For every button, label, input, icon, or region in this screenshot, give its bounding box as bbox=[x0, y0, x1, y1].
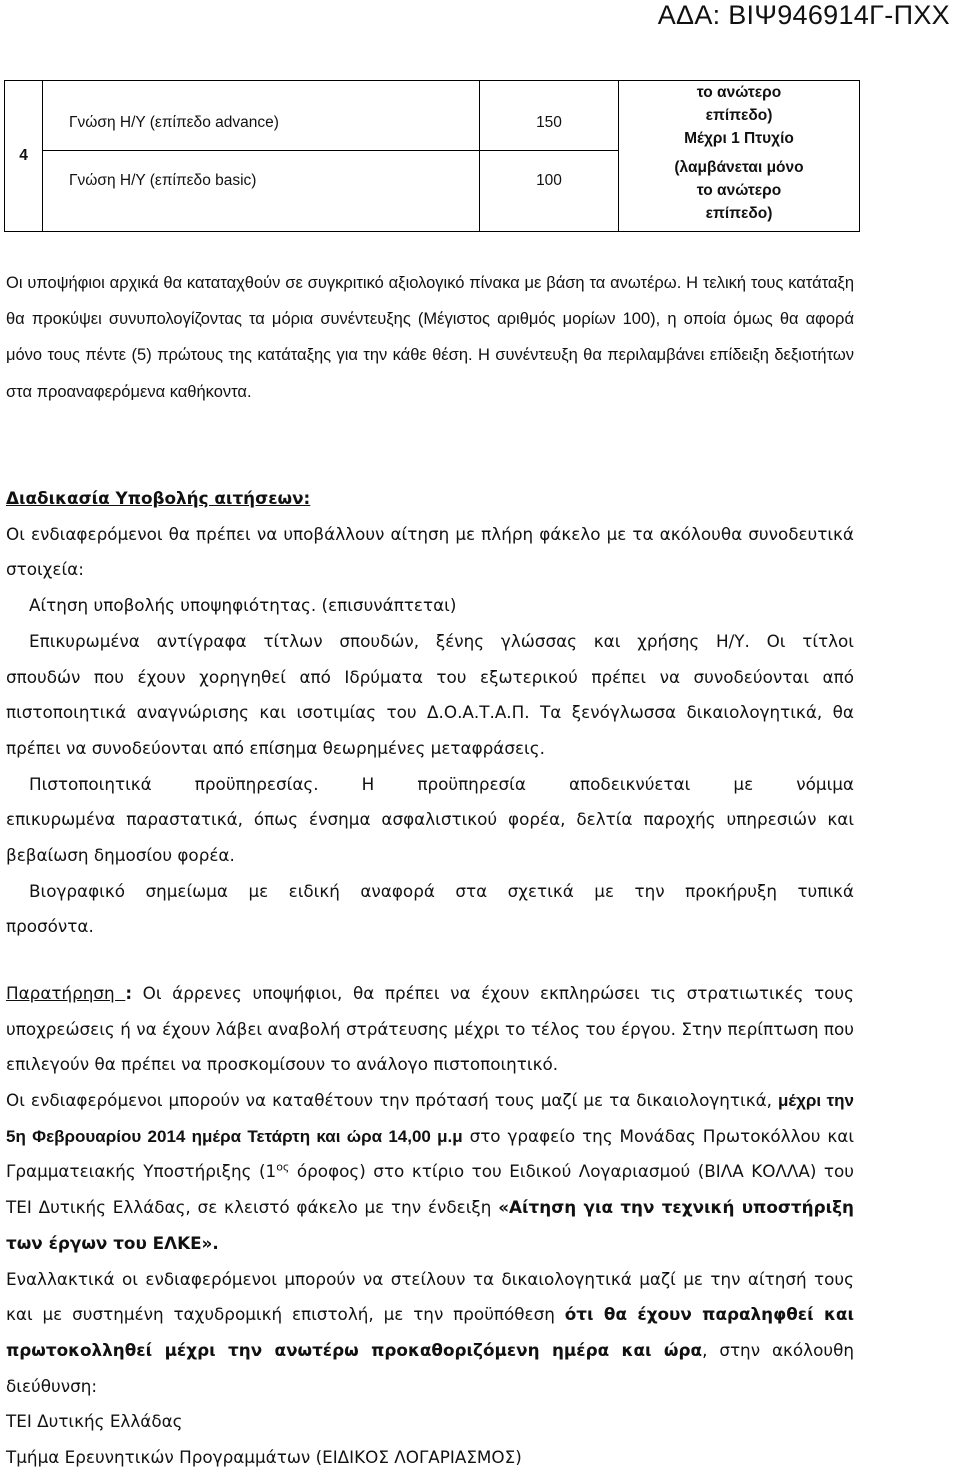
address-line: ΤΕΙ Δυτικής Ελλάδας bbox=[6, 1411, 183, 1432]
floor-superscript: ος bbox=[276, 1160, 290, 1174]
score-label: Γνώση Η/Υ (επίπεδο advance) bbox=[43, 81, 480, 151]
alternative-condition: ότι θα έχουν παραληφθεί και πρωτοκολληθεί μέχρι την ανωτέρω προκαθοριζόμενη ημέρα και ώρα bbox=[6, 1304, 854, 1360]
score-label: Γνώση Η/Υ (επίπεδο basic) bbox=[43, 150, 480, 231]
document-item-continuation: προσόντα. bbox=[6, 916, 94, 937]
document-item-continuation: επικυρωμένα παραστατικά, όπως ένσημα ασφαλιστικού φορέα, δελτία παροχής υπηρεσιών και βεβαίωση δημοσίου φορέα. bbox=[6, 809, 854, 866]
score-note-bottom: (λαμβάνεται μόνο το ανώτερο επίπεδο) bbox=[619, 150, 860, 231]
procedure-section bbox=[6, 481, 854, 945]
document-item: Πιστοποιητικά προϋπηρεσίας. Η προϋπηρεσία αποδεικνύεται με νόμιμα bbox=[29, 773, 854, 794]
score-note-top: το ανώτερο επίπεδο) Μέχρι 1 Πτυχίο bbox=[619, 81, 860, 151]
address-line: Τμήμα Ερευνητικών Προγραμμάτων (ΕΙΔΙΚΟΣ ΛΟΓΑΡΙΑΣΜΟΣ) bbox=[6, 1447, 522, 1468]
note-text: Οι άρρενες υποψήφιοι, θα πρέπει να έχουν εκπληρώσει τις στρατιωτικές τους υποχρεώσεις ή να έχουν λάβει αναβολή στράτευσης μέχρι το τέλος του έργου. Στην περίπτωση που επιλεγούν θα πρέπει να προσκομίσουν το ανάλογο πιστοποιητικό. bbox=[6, 983, 854, 1075]
procedure-intro: Οι ενδιαφερόμενοι θα πρέπει να υποβάλλουν αίτηση με πλήρη φάκελο με τα ακόλουθα συνοδευτικά στοιχεία: bbox=[6, 523, 854, 580]
document-item: Επικυρωμένα αντίγραφα τίτλων σπουδών, ξένης γλώσσας και χρήσης Η/Υ. Οι τίτλοι bbox=[29, 630, 854, 651]
submission-paragraph: Οι ενδιαφερόμενοι μπορούν να καταθέτουν την πρότασή τους μαζί με τα δικαιολογητικά, μέχρι την 5η Φεβρουαρίου 2014 ημέρα Τετάρτη και ώρα 14,00 μ.μ στο γραφείο της Μονάδας Πρωτοκόλλου και Γραμματειακής Υποστήριξης ($1^{o\varsigma}$ όροφος) στο κτίριο του Ειδικού Λογαριασμού (ΒΙΛΑ ΚΟΛΛΑ) του ΤΕΙ Δυτικής Ελλάδας, σε κλειστό φάκελο με την ένδειξη «Αίτηση για την τεχνική υποστήριξη των έργων του ΕΛΚΕ». bbox=[6, 1090, 854, 1253]
score-points: 150 bbox=[480, 81, 619, 151]
scores-table bbox=[4, 80, 860, 232]
envelope-label: «Αίτηση για την τεχνική υποστήριξη των έργων του ΕΛΚΕ». bbox=[6, 1197, 854, 1253]
document-item: Βιογραφικό σημείωμα με ειδική αναφορά στα σχετικά με την προκήρυξη τυπικά bbox=[29, 880, 854, 901]
note-label: Παρατήρηση bbox=[6, 983, 126, 1003]
deadline: μέχρι την 5η Φεβρουαρίου 2014 ημέρα Τετάρτη και ώρα 14,00 μ.μ bbox=[6, 1091, 854, 1146]
alternative-paragraph: Εναλλακτικά οι ενδιαφερόμενοι μπορούν να στείλουν τα δικαιολογητικά μαζί με την αίτησή τους και με συστημένη ταχυδρομική επιστολή, με την προϋπόθεση ότι θα έχουν παραληφθεί και πρωτοκολληθεί μέχρι την ανωτέρω προκαθοριζόμενη ημέρα και ώρα, στην ακόλουθη διεύθυνση: bbox=[6, 1268, 854, 1396]
row-number: 4 bbox=[5, 81, 43, 232]
document-item: Αίτηση υποβολής υποψηφιότητας. (επισυνάπτεται) bbox=[29, 595, 457, 616]
note-section bbox=[6, 976, 854, 1083]
document-item-continuation: σπουδών που έχουν χορηγηθεί από Ιδρύματα του εξωτερικού πρέπει να συνοδεύονται από πιστοποιητικά αναγνώρισης και ισοτιμίας του Δ.Ο.Α.Τ.Α.Π. Τα ξενόγλωσσα δικαιολογητικά, θα πρέπει να συνοδεύονται από επίσημα θεωρημένες μεταφράσεις. bbox=[6, 666, 854, 758]
note-colon: : bbox=[125, 983, 133, 1003]
procedure-heading: Διαδικασία Υποβολής αιτήσεων: bbox=[6, 488, 311, 508]
submission-section bbox=[6, 1083, 854, 1476]
ranking-paragraph: Οι υποψήφιοι αρχικά θα καταταχθούν σε συγκριτικό αξιολογικό πίνακα με βάση τα ανωτέρω. Η τελική τους κατάταξη θα προκύψει συνυπολογίζοντας τα μόρια συνέντευξης (Μέγιστος αριθμός μορίων 100), η οποία όμως θα αφορά μόνο τους πέντε (5) πρώτους της κατάταξης για την κάθε θέση. Η συνέντευξη θα περιλαμβάνει επίδειξη δεξιοτήτων στα προαναφερόμενα καθήκοντα. bbox=[6, 274, 854, 401]
ada-code: ΑΔΑ: ΒΙΨ946914Γ-ΠΧΧ bbox=[657, 0, 950, 30]
score-points: 100 bbox=[480, 150, 619, 231]
